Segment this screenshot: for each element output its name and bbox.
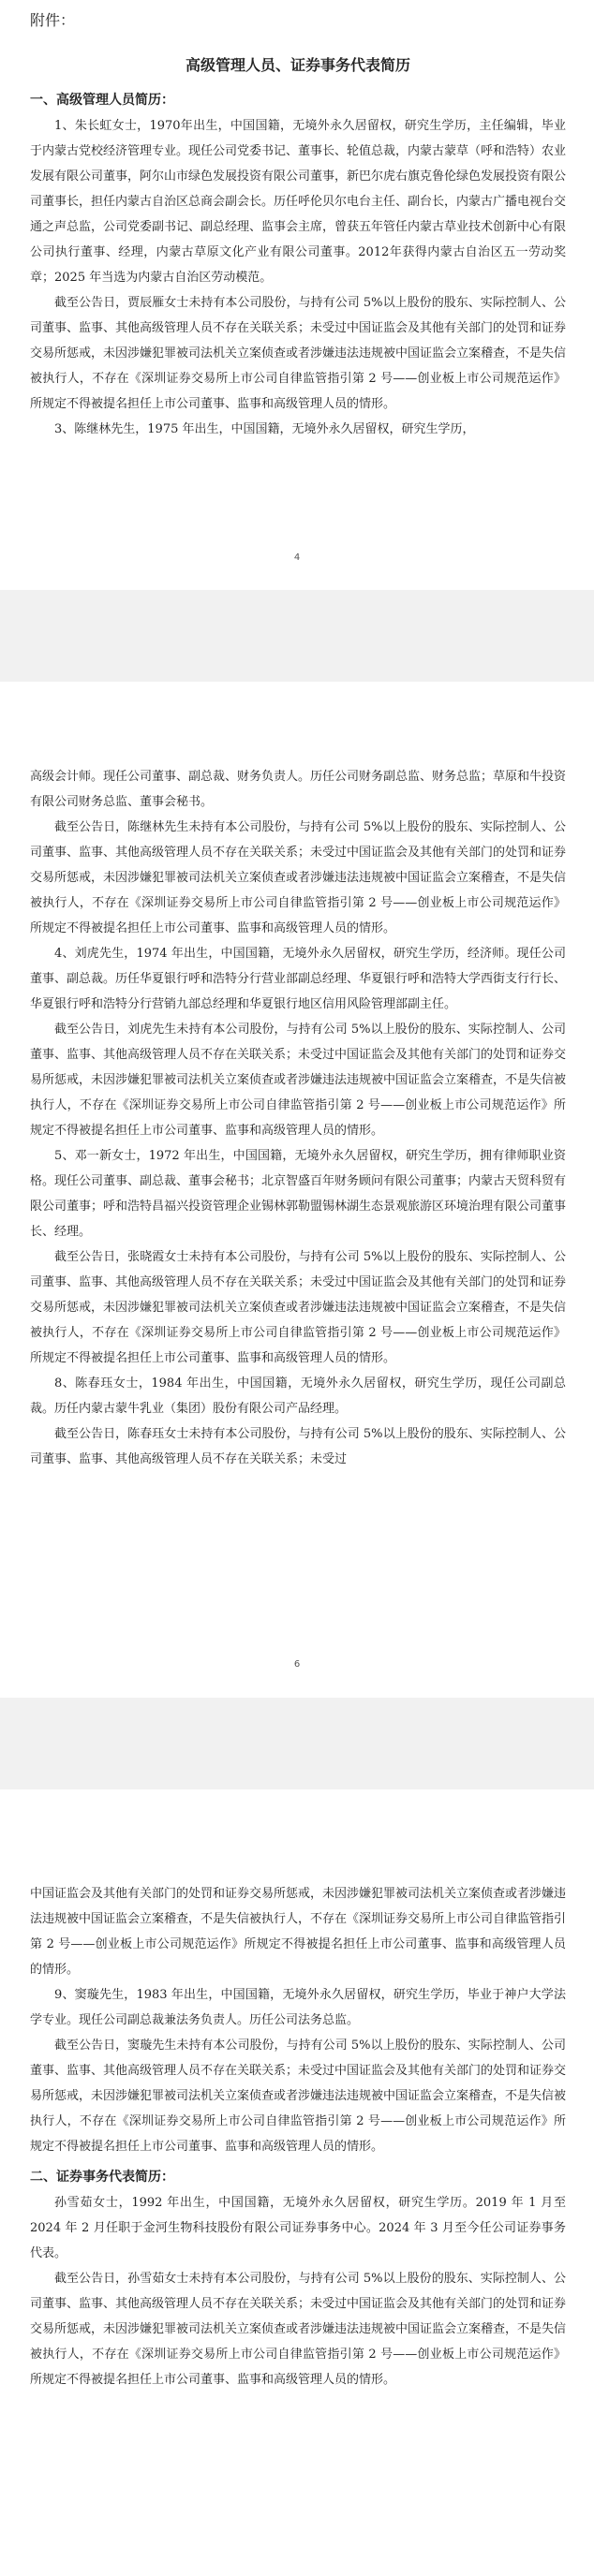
page-3-content (30, 1881, 566, 2392)
document-page-2 (0, 682, 594, 1698)
annex-label: 附件： (30, 11, 76, 29)
document-page-3 (0, 1789, 594, 2576)
page-number: 6 (293, 1659, 301, 1670)
paragraph: 孙雪茹女士，1992 年出生，中国国籍，无境外永久居留权，研究生学历。2019 年 1 月至 2024 年 2 月任职于金河生物科技股份有限公司证券事务中心。2024 年 3 月至今任公司证券事务代表。 (30, 2196, 566, 2260)
page-gap (0, 1698, 594, 1789)
paragraph: 5、邓一新女士，1972 年出生，中国国籍，无境外永久居留权，研究生学历，拥有律师职业资格。现任公司董事、副总裁、董事会秘书；北京智盛百年财务顾问有限公司董事；内蒙古天贸科贸有限公司董事；呼和浩特昌福兴投资管理企业锡林郭勒盟锡林湖生态景观旅游区环境治理有限公司董事长、经理。 (30, 1149, 567, 1239)
paragraph: 截至公告日，贾辰雁女士未持有本公司股份，与持有公司 5%以上股份的股东、实际控制人、公司董事、监事、其他高级管理人员不存在关联关系；未受过中国证监会及其他有关部门的处罚和证券交易所惩戒，未因涉嫌犯罪被司法机关立案侦查或者涉嫌违法违规被中国证监会立案稽查，不是失信被执行人，不存在《深圳证券交易所上市公司自律监管指引第 2 号——创业板上市公司规范运作》所规定不得被提名担任上市公司董事、监事和高级管理人员的情形。 (30, 296, 567, 411)
paragraph: 截至公告日，窦璇先生未持有本公司股份，与持有公司 5%以上股份的股东、实际控制人、公司董事、监事、其他高级管理人员不存在关联关系；未受过中国证监会及其他有关部门的处罚和证券交易所惩戒，未因涉嫌犯罪被司法机关立案侦查或者涉嫌违法违规被中国证监会立案稽查，不是失信被执行人，不存在《深圳证券交易所上市公司自律监管指引第 2 号——创业板上市公司规范运作》所规定不得被提名担任上市公司董事、监事和高级管理人员的情形。 (30, 2039, 567, 2154)
paragraph: 中国证监会及其他有关部门的处罚和证券交易所惩戒，未因涉嫌犯罪被司法机关立案侦查或者涉嫌违法违规被中国证监会立案稽查，不是失信被执行人，不存在《深圳证券交易所上市公司自律监管指引第 2 号——创业板上市公司规范运作》所规定不得被提名担任上市公司董事、监事和高级管理人员的情形。 (30, 1887, 567, 1977)
paragraph: 1、朱长虹女士，1970年出生，中国国籍，无境外永久居留权，研究生学历，主任编辑，毕业于内蒙古党校经济管理专业。现任公司党委书记、董事长、轮值总裁，内蒙古蒙草（呼和浩特）农业发展有限公司董事，阿尔山市绿色发展投资有限公司董事，新巴尔虎右旗克鲁伦绿色发展投资有限公司董事长，担任内蒙古自治区总商会副会长。历任呼伦贝尔电台主任、副台长，内蒙古广播电视台交通之声总监，公司党委副书记、副总经理、监事会主席，曾获五年管任内蒙古草业技术创新中心有限公司执行董事、经理，内蒙古草原文化产业有限公司董事。2012年获得内蒙古自治区五一劳动奖章；2025 年当选为内蒙古自治区劳动模范。 (30, 119, 567, 285)
document-title: 高级管理人员、证券事务代表简历 (185, 56, 410, 74)
paragraph: 9、窦璇先生，1983 年出生，中国国籍，无境外永久居留权，研究生学历，毕业于神户大学法学专业。现任公司副总裁兼法务负责人。历任公司法务总监。 (30, 1988, 566, 2027)
document-page-1 (0, 0, 594, 590)
paragraph: 8、陈春珏女士，1984 年出生，中国国籍，无境外永久居留权，研究生学历，现任公司副总裁。历任内蒙古蒙牛乳业（集团）股份有限公司产品经理。 (30, 1376, 566, 1416)
section-heading-executives: 一、高级管理人员简历： (30, 93, 174, 108)
page-1-content (30, 9, 566, 442)
paragraph: 3、陈继林先生，1975 年出生，中国国籍，无境外永久居留权，研究生学历， (54, 422, 475, 436)
paragraph: 4、刘虎先生，1974 年出生，中国国籍，无境外永久居留权，研究生学历，经济师。现任公司董事、副总裁。历任华夏银行呼和浩特分行营业部副总经理、华夏银行呼和浩特大学西街支行行长、华夏银行呼和浩特分行营销九部总经理和华夏银行地区信用风险管理部副主任。 (30, 947, 567, 1011)
paragraph: 截至公告日，刘虎先生未持有本公司股份，与持有公司 5%以上股份的股东、实际控制人、公司董事、监事、其他高级管理人员不存在关联关系；未受过中国证监会及其他有关部门的处罚和证券交易所惩戒，未因涉嫌犯罪被司法机关立案侦查或者涉嫌违法违规被中国证监会立案稽查，不是失信被执行人，不存在《深圳证券交易所上市公司自律监管指引第 2 号——创业板上市公司规范运作》所规定不得被提名担任上市公司董事、监事和高级管理人员的情形。 (30, 1023, 567, 1138)
paragraph: 截至公告日，陈春珏女士未持有本公司股份，与持有公司 5%以上股份的股东、实际控制人、公司董事、监事、其他高级管理人员不存在关联关系；未受过 (30, 1427, 566, 1466)
page-number: 4 (293, 552, 301, 563)
section-heading-securities-rep: 二、证券事务代表简历： (30, 2170, 174, 2185)
page-gap (0, 590, 594, 682)
paragraph: 截至公告日，孙雪茹女士未持有本公司股份，与持有公司 5%以上股份的股东、实际控制人、公司董事、监事、其他高级管理人员不存在关联关系；未受过中国证监会及其他有关部门的处罚和证券交易所惩戒，未因涉嫌犯罪被司法机关立案侦查或者涉嫌违法违规被中国证监会立案稽查，不是失信被执行人，不存在《深圳证券交易所上市公司自律监管指引第 2 号——创业板上市公司规范运作》所规定不得被提名担任上市公司董事、监事和高级管理人员的情形。 (30, 2272, 567, 2387)
page-2-content (30, 764, 566, 1472)
paragraph: 截至公告日，张晓霞女士未持有本公司股份，与持有公司 5%以上股份的股东、实际控制人、公司董事、监事、其他高级管理人员不存在关联关系；未受过中国证监会及其他有关部门的处罚和证券交易所惩戒，未因涉嫌犯罪被司法机关立案侦查或者涉嫌违法违规被中国证监会立案稽查，不是失信被执行人，不存在《深圳证券交易所上市公司自律监管指引第 2 号——创业板上市公司规范运作》所规定不得被提名担任上市公司董事、监事和高级管理人员的情形。 (30, 1250, 567, 1365)
paragraph: 高级会计师。现任公司董事、副总裁、财务负责人。历任公司财务副总监、财务总监；草原和牛投资有限公司财务总监、董事会秘书。 (30, 770, 567, 809)
paragraph: 截至公告日，陈继林先生未持有本公司股份，与持有公司 5%以上股份的股东、实际控制人、公司董事、监事、其他高级管理人员不存在关联关系；未受过中国证监会及其他有关部门的处罚和证券交易所惩戒，未因涉嫌犯罪被司法机关立案侦查或者涉嫌违法违规被中国证监会立案稽查，不是失信被执行人，不存在《深圳证券交易所上市公司自律监管指引第 2 号——创业板上市公司规范运作》所规定不得被提名担任上市公司董事、监事和高级管理人员的情形。 (30, 820, 567, 935)
